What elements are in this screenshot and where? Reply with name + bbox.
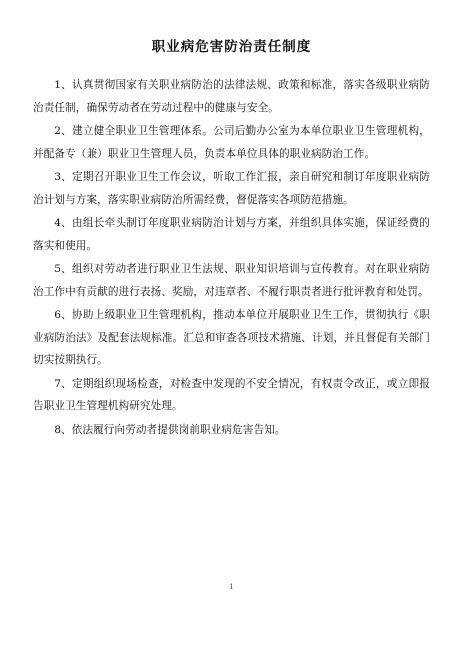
paragraph-6: 6、协助上级职业卫生管理机构，推动本单位开展职业卫生工作，贯彻执行《职业病防治法》及配套法规标准。汇总和审查各项技术措施、计划，并且督促有关部门切实按期执行。 bbox=[33, 309, 430, 366]
paragraph-2: 2、建立健全职业卫生管理体系。公司后勤办公室为本单位职业卫生管理机构，并配备专（兼）职业卫生管理人员，负责本单位具体的职业病防治工作。 bbox=[33, 125, 430, 160]
paragraph-1: 1、认真贯彻国家有关职业病防治的法律法规、政策和标准，落实各级职业病防治责任制，确保劳动者在劳动过程中的健康与安全。 bbox=[33, 79, 430, 114]
paragraph-8: 8、依法履行向劳动者提供岗前职业病危害告知。 bbox=[54, 423, 286, 436]
document-title: 职业病危害防治责任制度 bbox=[151, 39, 312, 55]
page-number: 1 bbox=[229, 583, 234, 591]
paragraph-4: 4、由组长牵头制订年度职业病防治计划与方案，并组织具体实施，保证经费的落实和使用。 bbox=[33, 217, 430, 252]
paragraph-5: 5、组织对劳动者进行职业卫生法规、职业知识培训与宣传教育。对在职业病防治工作中有贡献的进行表扬、奖励，对违章者、不履行职责者进行批评教育和处罚。 bbox=[33, 263, 430, 298]
paragraph-3: 3、定期召开职业卫生工作会议，听取工作汇报，亲自研究和制订年度职业病防治计划与方案，落实职业病防治所需经费，督促落实各项防范措施。 bbox=[33, 171, 430, 206]
paragraph-7: 7、定期组织现场检查，对检查中发现的不安全情况，有权责令改正，或立即报告职业卫生管理机构研究处理。 bbox=[33, 377, 430, 412]
